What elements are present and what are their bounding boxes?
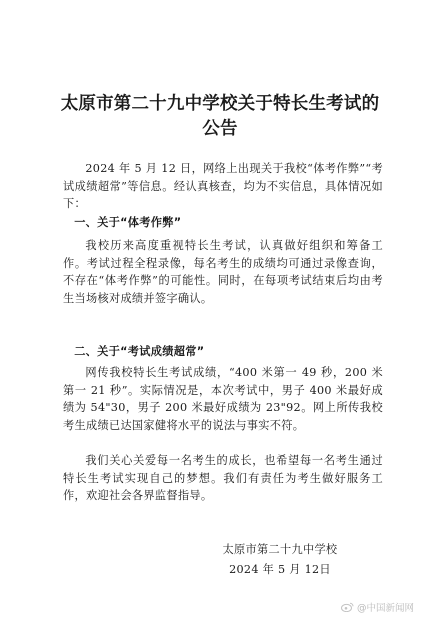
closing-paragraph: 我们关心关爱每一名考生的成长，也希望每一名考生通过特长生考试实现自己的梦想。我们有责任为考生做好服务工作，欢迎社会各界监督指导。 [63, 454, 383, 503]
watermark-text: @中国新闻网 [356, 603, 414, 614]
intro-paragraph-block [63, 160, 383, 213]
section-2-paragraph: 网传我校特长生考试成绩，“400 米第一 49 秒，200 米第一 21 秒”。实际情况是，本次考试中，男子 400 米最好成绩为 54"30，男子 200 米最好成绩为 23"92。网上所传我校考生成绩已达国家健将水平的说法与事实不符。 [63, 366, 383, 432]
section-2-heading-block [63, 343, 383, 361]
section-1-paragraph: 我校历来高度重视特长生考试，认真做好组织和筹备工作。考试过程全程录像，每名考生的成绩均可通过录像查询，不存在“体考作弊”的可能性。同时，在每项考试结束后均由考生当场核对成绩并签字确认。 [63, 239, 383, 305]
section-1-paragraph-block [63, 237, 383, 307]
signature-organization: 太原市第二十九中学校 [222, 543, 338, 556]
intro-paragraph: 2024 年 5 月 12 日，网络上出现关于我校“体考作弊”“考试成绩超常”等信息。经认真核查，均为不实信息，具体情况如下： [63, 162, 383, 211]
section-2-heading: 二、关于“考试成绩超常” [74, 345, 205, 358]
document-title [40, 92, 400, 142]
section-1-heading: 一、关于“体考作弊” [74, 216, 182, 229]
closing-paragraph-block [63, 452, 383, 505]
document-title-line-2: 公告 [202, 119, 238, 139]
section-2-paragraph-block [63, 364, 383, 434]
signature-date: 2024 年 5 月 12日 [229, 563, 331, 576]
weibo-icon [341, 602, 354, 612]
watermark [341, 600, 414, 614]
section-1-heading-block [63, 214, 383, 232]
document-title-line-1: 太原市第二十九中学校关于特长生考试的 [60, 94, 380, 114]
